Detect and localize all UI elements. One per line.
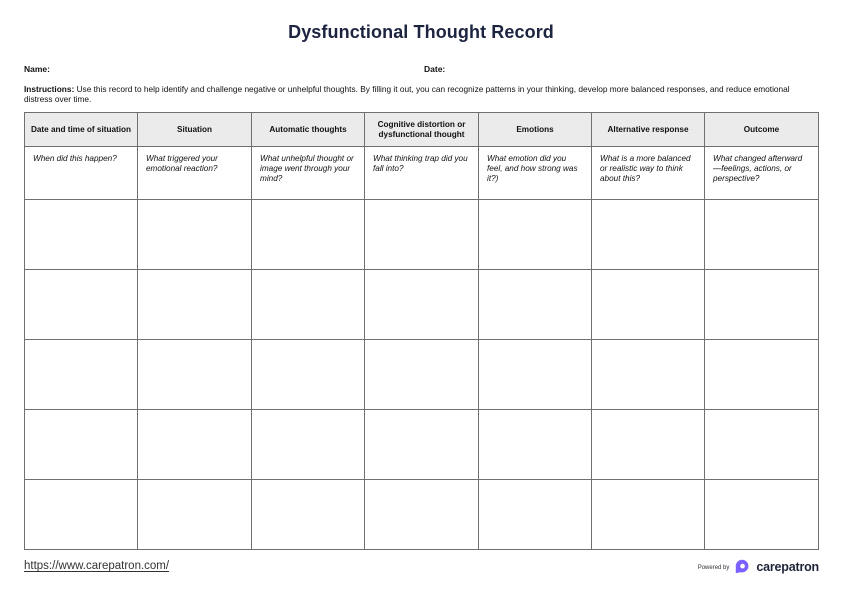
prompt-emotions: What emotion did you feel, and how strong was it?) bbox=[479, 147, 592, 200]
powered-by-label: Powered by bbox=[697, 565, 730, 571]
entry-cell[interactable] bbox=[365, 410, 479, 480]
table-row bbox=[25, 270, 819, 340]
entry-cell[interactable] bbox=[252, 480, 365, 550]
prompt-row bbox=[25, 147, 819, 200]
table-row bbox=[25, 480, 819, 550]
entry-cell[interactable] bbox=[592, 480, 705, 550]
entry-cell[interactable] bbox=[365, 200, 479, 270]
entry-cell[interactable] bbox=[705, 270, 819, 340]
entry-cell[interactable] bbox=[479, 270, 592, 340]
header-emotions: Emotions bbox=[479, 113, 592, 147]
table-row bbox=[25, 200, 819, 270]
prompt-date-time: When did this happen? bbox=[25, 147, 138, 200]
thought-record-table bbox=[24, 112, 819, 550]
entry-cell[interactable] bbox=[252, 270, 365, 340]
date-field-label: Date: bbox=[424, 64, 446, 74]
entry-cell[interactable] bbox=[138, 410, 252, 480]
entry-cell[interactable] bbox=[592, 340, 705, 410]
entry-cell[interactable] bbox=[138, 200, 252, 270]
prompt-cognitive-distortion: What thinking trap did you fall into? bbox=[365, 147, 479, 200]
entry-cell[interactable] bbox=[592, 270, 705, 340]
prompt-alternative-response: What is a more balanced or realistic way to think about this? bbox=[592, 147, 705, 200]
carepatron-logo-icon bbox=[734, 558, 752, 576]
document-title: Dysfunctional Thought Record bbox=[288, 22, 554, 42]
entry-cell[interactable] bbox=[592, 200, 705, 270]
entry-cell[interactable] bbox=[479, 480, 592, 550]
entry-cell[interactable] bbox=[479, 410, 592, 480]
instructions-label: Instructions: bbox=[24, 84, 75, 94]
prompt-situation: What triggered your emotional reaction? bbox=[138, 147, 252, 200]
entry-cell[interactable] bbox=[25, 410, 138, 480]
prompt-automatic-thoughts: What unhelpful thought or image went through your mind? bbox=[252, 147, 365, 200]
header-situation: Situation bbox=[138, 113, 252, 147]
entry-cell[interactable] bbox=[138, 340, 252, 410]
entry-cell[interactable] bbox=[25, 200, 138, 270]
name-field-label: Name: bbox=[24, 64, 50, 74]
entry-cell[interactable] bbox=[479, 340, 592, 410]
table-header-row bbox=[25, 113, 819, 147]
instructions-text: Use this record to help identify and challenge negative or unhelpful thoughts. By filling it out, you can recognize patterns in your thinking, develop more balanced responses, and reduce emotional distress over time. bbox=[24, 84, 790, 104]
footer-website-link[interactable]: https://www.carepatron.com/ bbox=[24, 560, 170, 572]
entry-cell[interactable] bbox=[25, 480, 138, 550]
header-alternative-response: Alternative response bbox=[592, 113, 705, 147]
table-row bbox=[25, 340, 819, 410]
entry-cell[interactable] bbox=[705, 340, 819, 410]
table-row bbox=[25, 410, 819, 480]
entry-cell[interactable] bbox=[252, 340, 365, 410]
header-date-time: Date and time of situation bbox=[25, 113, 138, 147]
entry-cell[interactable] bbox=[138, 270, 252, 340]
entry-cell[interactable] bbox=[365, 270, 479, 340]
entry-cell[interactable] bbox=[252, 410, 365, 480]
instructions bbox=[24, 84, 820, 104]
entry-cell[interactable] bbox=[705, 200, 819, 270]
brand-footer bbox=[698, 558, 819, 576]
entry-cell[interactable] bbox=[365, 480, 479, 550]
brand-name: carepatron bbox=[756, 560, 819, 574]
entry-cell[interactable] bbox=[705, 410, 819, 480]
header-automatic-thoughts: Automatic thoughts bbox=[252, 113, 365, 147]
entry-cell[interactable] bbox=[479, 200, 592, 270]
entry-cell[interactable] bbox=[252, 200, 365, 270]
entry-cell[interactable] bbox=[592, 410, 705, 480]
header-outcome: Outcome bbox=[705, 113, 819, 147]
entry-cell[interactable] bbox=[25, 340, 138, 410]
entry-cell[interactable] bbox=[138, 480, 252, 550]
entry-cell[interactable] bbox=[365, 340, 479, 410]
prompt-outcome: What changed afterward—feelings, actions, or perspective? bbox=[705, 147, 819, 200]
entry-cell[interactable] bbox=[25, 270, 138, 340]
header-cognitive-distortion: Cognitive distortion or dysfunctional thought bbox=[365, 113, 479, 147]
entry-cell[interactable] bbox=[705, 480, 819, 550]
